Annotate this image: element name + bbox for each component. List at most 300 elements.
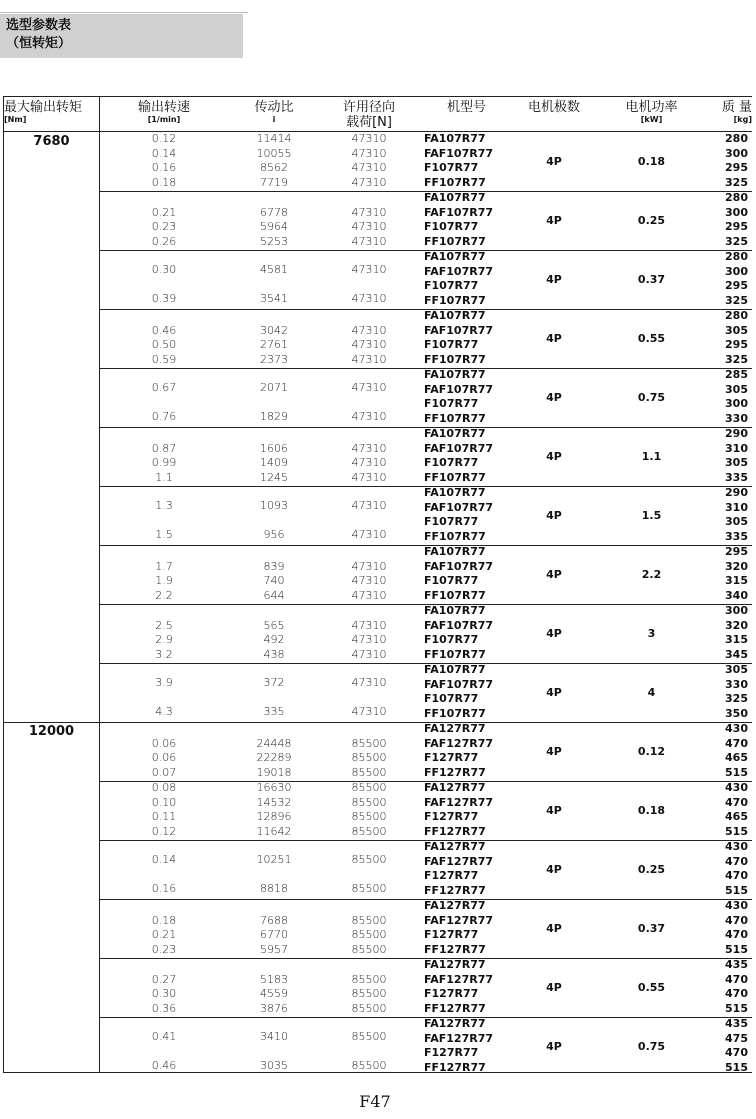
header-poles: 电机极数	[527, 100, 580, 115]
weight-value: 470	[725, 913, 748, 927]
model-code: FA107R77	[424, 309, 486, 322]
radial-load-value: 47310	[351, 263, 387, 277]
motor-power-value: 0.18	[637, 155, 666, 169]
max-torque-value: 7680	[33, 134, 70, 149]
radial-load-value: 47310	[351, 410, 387, 424]
motor-power-value: 1.5	[641, 509, 662, 523]
motor-power-value: 0.25	[637, 863, 666, 877]
model-code: FA107R77	[424, 545, 486, 558]
weight-value: 470	[725, 736, 748, 750]
model-code: FF127R77	[424, 942, 486, 956]
radial-load-value: 47310	[351, 292, 387, 306]
model-code: FA127R77	[424, 840, 486, 853]
radial-load-value: 47310	[351, 205, 387, 219]
ratio-value: 10055	[256, 146, 292, 160]
ratio-value: 14532	[256, 795, 292, 809]
ratio-value: 1409	[260, 456, 288, 470]
weight-value: 325	[725, 175, 748, 189]
motor-poles-value: 4P	[546, 391, 562, 405]
motor-poles-value: 4P	[546, 804, 562, 818]
radial-load-value: 47310	[351, 618, 387, 632]
model-code: FF127R77	[424, 824, 486, 838]
ratio-value: 740	[263, 574, 285, 588]
model-code: FAF107R77	[424, 323, 494, 337]
weight-value: 285	[725, 368, 748, 381]
model-code: FF107R77	[424, 175, 486, 189]
output-speed-value: 0.27	[151, 972, 177, 986]
radial-load-value: 47310	[351, 161, 387, 175]
model-code: FAF107R77	[424, 500, 494, 514]
radial-load-value: 85500	[351, 882, 387, 896]
header-max-torque: 最大输出转矩 [Nm]	[4, 100, 83, 124]
ratio-value: 3541	[260, 292, 288, 306]
radial-load-value: 85500	[351, 1001, 387, 1015]
model-code: FAF107R77	[424, 264, 494, 278]
model-code: FA107R77	[424, 191, 486, 204]
output-speed-value: 3.2	[155, 647, 173, 661]
radial-load-value: 47310	[351, 338, 387, 352]
radial-load-value: 47310	[351, 456, 387, 470]
weight-value: 290	[725, 427, 748, 440]
weight-value: 515	[725, 765, 748, 779]
model-code: FA107R77	[424, 604, 486, 617]
radial-load-value: 47310	[351, 588, 387, 602]
weight-value: 345	[725, 647, 748, 661]
model-code: FA107R77	[424, 486, 486, 499]
output-speed-value: 1.3	[155, 499, 173, 513]
model-code: FA107R77	[424, 663, 486, 676]
output-speed-value: 1.1	[155, 470, 173, 484]
ratio-value: 5253	[260, 234, 288, 248]
ratio-value: 24448	[256, 736, 292, 750]
output-speed-value: 0.59	[151, 352, 177, 366]
output-speed-value: 0.76	[151, 410, 177, 424]
weight-value: 305	[725, 515, 748, 529]
weight-value: 470	[725, 854, 748, 868]
output-speed-value: 1.5	[155, 528, 173, 542]
weight-value: 320	[725, 559, 748, 573]
weight-value: 430	[725, 899, 748, 912]
page-title: 选型参数表	[6, 18, 72, 33]
ratio-value: 839	[263, 559, 285, 573]
weight-value: 315	[725, 633, 748, 647]
weight-value: 330	[725, 411, 748, 425]
radial-load-value: 85500	[351, 751, 387, 765]
radial-load-value: 85500	[351, 913, 387, 927]
table-header	[4, 97, 752, 132]
motor-poles-value: 4P	[546, 273, 562, 287]
radial-load-value: 47310	[351, 676, 387, 690]
model-code: FA127R77	[424, 722, 486, 735]
output-speed-value: 0.39	[151, 292, 177, 306]
motor-power-value: 1.1	[641, 450, 662, 464]
model-code: FF107R77	[424, 706, 486, 720]
ratio-value: 22289	[256, 751, 292, 765]
output-speed-value: 0.06	[151, 751, 177, 765]
model-code: FAF127R77	[424, 736, 494, 750]
ratio-value: 7688	[260, 913, 288, 927]
output-speed-value: 3.9	[155, 676, 173, 690]
radial-load-value: 47310	[351, 132, 387, 145]
model-code: FF107R77	[424, 647, 486, 661]
model-code: F107R77	[424, 456, 479, 470]
output-speed-value: 0.12	[151, 132, 177, 145]
weight-value: 280	[725, 132, 748, 145]
weight-value: 280	[725, 191, 748, 204]
model-code: FF107R77	[424, 588, 486, 602]
ratio-value: 3042	[260, 323, 288, 337]
weight-value: 335	[725, 470, 748, 484]
ratio-value: 2761	[260, 338, 288, 352]
selection-table	[3, 96, 752, 1073]
header-model: 机型号	[446, 100, 486, 115]
weight-value: 295	[725, 161, 748, 175]
radial-load-value: 85500	[351, 987, 387, 1001]
output-speed-value: 0.16	[151, 161, 177, 175]
model-code: FAF107R77	[424, 618, 494, 632]
motor-power-value: 3	[647, 627, 656, 641]
top-rule	[0, 12, 248, 13]
output-speed-value: 0.23	[151, 220, 177, 234]
motor-power-value: 0.37	[637, 922, 666, 936]
motor-power-value: 0.55	[637, 981, 666, 995]
weight-value: 435	[725, 1017, 748, 1030]
output-speed-value: 0.14	[151, 853, 177, 867]
header-weight: 质 量 [kg]	[721, 100, 752, 124]
output-speed-value: 1.7	[155, 559, 173, 573]
motor-poles-value: 4P	[546, 450, 562, 464]
ratio-value: 8818	[260, 882, 288, 896]
weight-value: 475	[725, 1031, 748, 1045]
output-speed-value: 1.9	[155, 574, 173, 588]
weight-value: 305	[725, 663, 748, 676]
motor-poles-value: 4P	[546, 627, 562, 641]
motor-power-value: 0.25	[637, 214, 666, 228]
weight-value: 325	[725, 293, 748, 307]
model-code: F107R77	[424, 338, 479, 352]
output-speed-value: 0.26	[151, 234, 177, 248]
ratio-value: 16630	[256, 781, 292, 794]
output-speed-value: 0.30	[151, 263, 177, 277]
weight-value: 305	[725, 456, 748, 470]
weight-value: 325	[725, 692, 748, 706]
ratio-value: 335	[263, 705, 285, 719]
weight-value: 470	[725, 928, 748, 942]
weight-value: 315	[725, 574, 748, 588]
ratio-value: 4559	[260, 987, 288, 1001]
weight-value: 330	[725, 677, 748, 691]
model-code: F107R77	[424, 220, 479, 234]
output-speed-value: 0.16	[151, 882, 177, 896]
weight-value: 430	[725, 781, 748, 794]
motor-poles-value: 4P	[546, 155, 562, 169]
ratio-value: 7719	[260, 175, 288, 189]
weight-value: 435	[725, 958, 748, 971]
ratio-value: 6778	[260, 205, 288, 219]
radial-load-value: 85500	[351, 853, 387, 867]
radial-load-value: 47310	[351, 175, 387, 189]
ratio-value: 12896	[256, 810, 292, 824]
radial-load-value: 85500	[351, 781, 387, 794]
ratio-value: 19018	[256, 765, 292, 779]
ratio-value: 2071	[260, 381, 288, 395]
output-speed-value: 0.10	[151, 795, 177, 809]
model-code: FAF127R77	[424, 972, 494, 986]
radial-load-value: 85500	[351, 928, 387, 942]
output-speed-value: 0.50	[151, 338, 177, 352]
radial-load-value: 47310	[351, 234, 387, 248]
output-speed-value: 2.2	[155, 588, 173, 602]
motor-poles-value: 4P	[546, 686, 562, 700]
weight-value: 280	[725, 309, 748, 322]
model-code: FA107R77	[424, 368, 486, 381]
radial-load-value: 47310	[351, 559, 387, 573]
output-speed-value: 4.3	[155, 705, 173, 719]
weight-value: 310	[725, 441, 748, 455]
radial-load-value: 85500	[351, 810, 387, 824]
motor-power-value: 0.75	[637, 391, 666, 405]
weight-value: 280	[725, 250, 748, 263]
weight-value: 290	[725, 486, 748, 499]
weight-value: 515	[725, 824, 748, 838]
radial-load-value: 47310	[351, 705, 387, 719]
output-speed-value: 0.08	[151, 781, 177, 794]
radial-load-value: 85500	[351, 795, 387, 809]
ratio-value: 8562	[260, 161, 288, 175]
ratio-value: 1245	[260, 470, 288, 484]
weight-value: 515	[725, 1001, 748, 1015]
output-speed-value: 0.99	[151, 456, 177, 470]
model-code: FA107R77	[424, 427, 486, 440]
model-code: FAF127R77	[424, 913, 494, 927]
model-code: FAF107R77	[424, 382, 494, 396]
header-ratio: 传动比 i	[254, 100, 294, 124]
model-code: FF127R77	[424, 1060, 486, 1074]
radial-load-value: 47310	[351, 499, 387, 513]
model-code: FA127R77	[424, 958, 486, 971]
weight-value: 295	[725, 279, 748, 293]
model-row	[4, 309, 752, 324]
motor-power-value: 0.75	[637, 1040, 666, 1054]
motor-poles-value: 4P	[546, 1040, 562, 1054]
ratio-value: 372	[263, 676, 285, 690]
weight-value: 515	[725, 942, 748, 956]
weight-value: 305	[725, 382, 748, 396]
ratio-value: 3035	[260, 1059, 288, 1073]
radial-load-value: 85500	[351, 824, 387, 838]
output-speed-value: 0.46	[151, 323, 177, 337]
radial-load-value: 85500	[351, 765, 387, 779]
output-speed-value: 0.67	[151, 381, 177, 395]
radial-load-value: 85500	[351, 942, 387, 956]
motor-poles-value: 4P	[546, 332, 562, 346]
weight-value: 305	[725, 323, 748, 337]
motor-power-value: 0.12	[637, 745, 666, 759]
model-code: F127R77	[424, 869, 479, 883]
header-motor-power: 电机功率 [kW]	[625, 100, 678, 124]
weight-value: 325	[725, 234, 748, 248]
ratio-value: 10251	[256, 853, 292, 867]
weight-value: 515	[725, 883, 748, 897]
ratio-value: 11414	[256, 132, 292, 145]
model-code: FF107R77	[424, 529, 486, 543]
output-speed-value: 0.14	[151, 146, 177, 160]
output-speed-value: 0.23	[151, 942, 177, 956]
ratio-value: 5964	[260, 220, 288, 234]
model-code: F127R77	[424, 751, 479, 765]
weight-value: 465	[725, 810, 748, 824]
output-speed-value: 0.41	[151, 1030, 177, 1044]
model-code: FAF107R77	[424, 559, 494, 573]
ratio-value: 1606	[260, 441, 288, 455]
radial-load-value: 47310	[351, 528, 387, 542]
model-row	[4, 899, 752, 914]
weight-value: 470	[725, 795, 748, 809]
ratio-value: 1093	[260, 499, 288, 513]
page-number: F47	[359, 1092, 391, 1111]
motor-power-value: 2.2	[641, 568, 662, 582]
output-speed-value: 0.18	[151, 913, 177, 927]
output-speed-value: 0.21	[151, 205, 177, 219]
page-subtitle: （恒转矩）	[6, 36, 72, 51]
model-code: F127R77	[424, 810, 479, 824]
output-speed-value: 2.5	[155, 618, 173, 632]
model-row	[4, 427, 752, 442]
radial-load-value: 47310	[351, 220, 387, 234]
model-code: FF107R77	[424, 352, 486, 366]
weight-value: 295	[725, 338, 748, 352]
model-code: FF127R77	[424, 883, 486, 897]
model-code: FA127R77	[424, 1017, 486, 1030]
motor-poles-value: 4P	[546, 863, 562, 877]
model-code: FF127R77	[424, 765, 486, 779]
weight-value: 340	[725, 588, 748, 602]
weight-value: 430	[725, 722, 748, 735]
model-code: F107R77	[424, 515, 479, 529]
output-speed-value: 0.36	[151, 1001, 177, 1015]
ratio-value: 6770	[260, 928, 288, 942]
radial-load-value: 47310	[351, 323, 387, 337]
model-code: FA127R77	[424, 781, 486, 794]
model-row	[4, 958, 752, 973]
model-row	[4, 545, 752, 560]
output-speed-value: 0.87	[151, 441, 177, 455]
weight-value: 430	[725, 840, 748, 853]
weight-value: 470	[725, 972, 748, 986]
ratio-value: 2373	[260, 352, 288, 366]
model-code: FF107R77	[424, 411, 486, 425]
radial-load-value: 85500	[351, 736, 387, 750]
radial-load-value: 47310	[351, 647, 387, 661]
radial-load-value: 47310	[351, 574, 387, 588]
motor-poles-value: 4P	[546, 922, 562, 936]
output-speed-value: 2.9	[155, 633, 173, 647]
weight-value: 310	[725, 500, 748, 514]
ratio-value: 5957	[260, 942, 288, 956]
model-code: F107R77	[424, 397, 479, 411]
model-code: FA107R77	[424, 250, 486, 263]
model-code: F127R77	[424, 1046, 479, 1060]
model-code: F107R77	[424, 633, 479, 647]
motor-power-value: 0.55	[637, 332, 666, 346]
motor-poles-value: 4P	[546, 981, 562, 995]
weight-value: 300	[725, 205, 748, 219]
weight-value: 295	[725, 220, 748, 234]
weight-value: 470	[725, 987, 748, 1001]
model-code: FF127R77	[424, 1001, 486, 1015]
ratio-value: 5183	[260, 972, 288, 986]
weight-value: 300	[725, 397, 748, 411]
output-speed-value: 0.18	[151, 175, 177, 189]
output-speed-value: 0.21	[151, 928, 177, 942]
radial-load-value: 47310	[351, 441, 387, 455]
weight-value: 300	[725, 264, 748, 278]
radial-load-value: 47310	[351, 381, 387, 395]
output-speed-value: 0.11	[151, 810, 177, 824]
model-code: FF107R77	[424, 234, 486, 248]
max-torque-value: 12000	[28, 724, 75, 739]
motor-poles-value: 4P	[546, 745, 562, 759]
output-speed-value: 0.07	[151, 765, 177, 779]
model-code: FAF107R77	[424, 677, 494, 691]
ratio-value: 438	[263, 647, 285, 661]
weight-value: 465	[725, 751, 748, 765]
weight-value: 350	[725, 706, 748, 720]
page-title-box	[0, 14, 243, 58]
ratio-value: 3410	[260, 1030, 288, 1044]
weight-value: 335	[725, 529, 748, 543]
radial-load-value: 47310	[351, 146, 387, 160]
model-code: FAF107R77	[424, 205, 494, 219]
ratio-value: 1829	[260, 410, 288, 424]
model-code: F107R77	[424, 161, 479, 175]
radial-load-value: 47310	[351, 633, 387, 647]
model-code: FA107R77	[424, 132, 486, 145]
radial-load-value: 85500	[351, 1059, 387, 1073]
model-code: F107R77	[424, 574, 479, 588]
weight-value: 320	[725, 618, 748, 632]
motor-power-value: 0.18	[637, 804, 666, 818]
output-speed-value: 0.06	[151, 736, 177, 750]
model-code: F107R77	[424, 692, 479, 706]
weight-value: 300	[725, 604, 748, 617]
model-code: FF107R77	[424, 293, 486, 307]
ratio-value: 492	[263, 633, 285, 647]
output-speed-value: 0.12	[151, 824, 177, 838]
model-code: FAF107R77	[424, 146, 494, 160]
weight-value: 515	[725, 1060, 748, 1074]
model-row	[4, 722, 752, 737]
radial-load-value: 47310	[351, 352, 387, 366]
ratio-value: 11642	[256, 824, 292, 838]
ratio-value: 565	[263, 618, 285, 632]
motor-poles-value: 4P	[546, 214, 562, 228]
model-code: FAF127R77	[424, 1031, 494, 1045]
model-code: F127R77	[424, 928, 479, 942]
motor-power-value: 0.37	[637, 273, 666, 287]
radial-load-value: 47310	[351, 470, 387, 484]
motor-poles-value: 4P	[546, 509, 562, 523]
model-row	[4, 191, 752, 206]
weight-value: 325	[725, 352, 748, 366]
ratio-value: 4581	[260, 263, 288, 277]
motor-poles-value: 4P	[546, 568, 562, 582]
radial-load-value: 85500	[351, 972, 387, 986]
model-code: FAF127R77	[424, 795, 494, 809]
ratio-value: 3876	[260, 1001, 288, 1015]
model-code: FAF107R77	[424, 441, 494, 455]
weight-value: 300	[725, 146, 748, 160]
